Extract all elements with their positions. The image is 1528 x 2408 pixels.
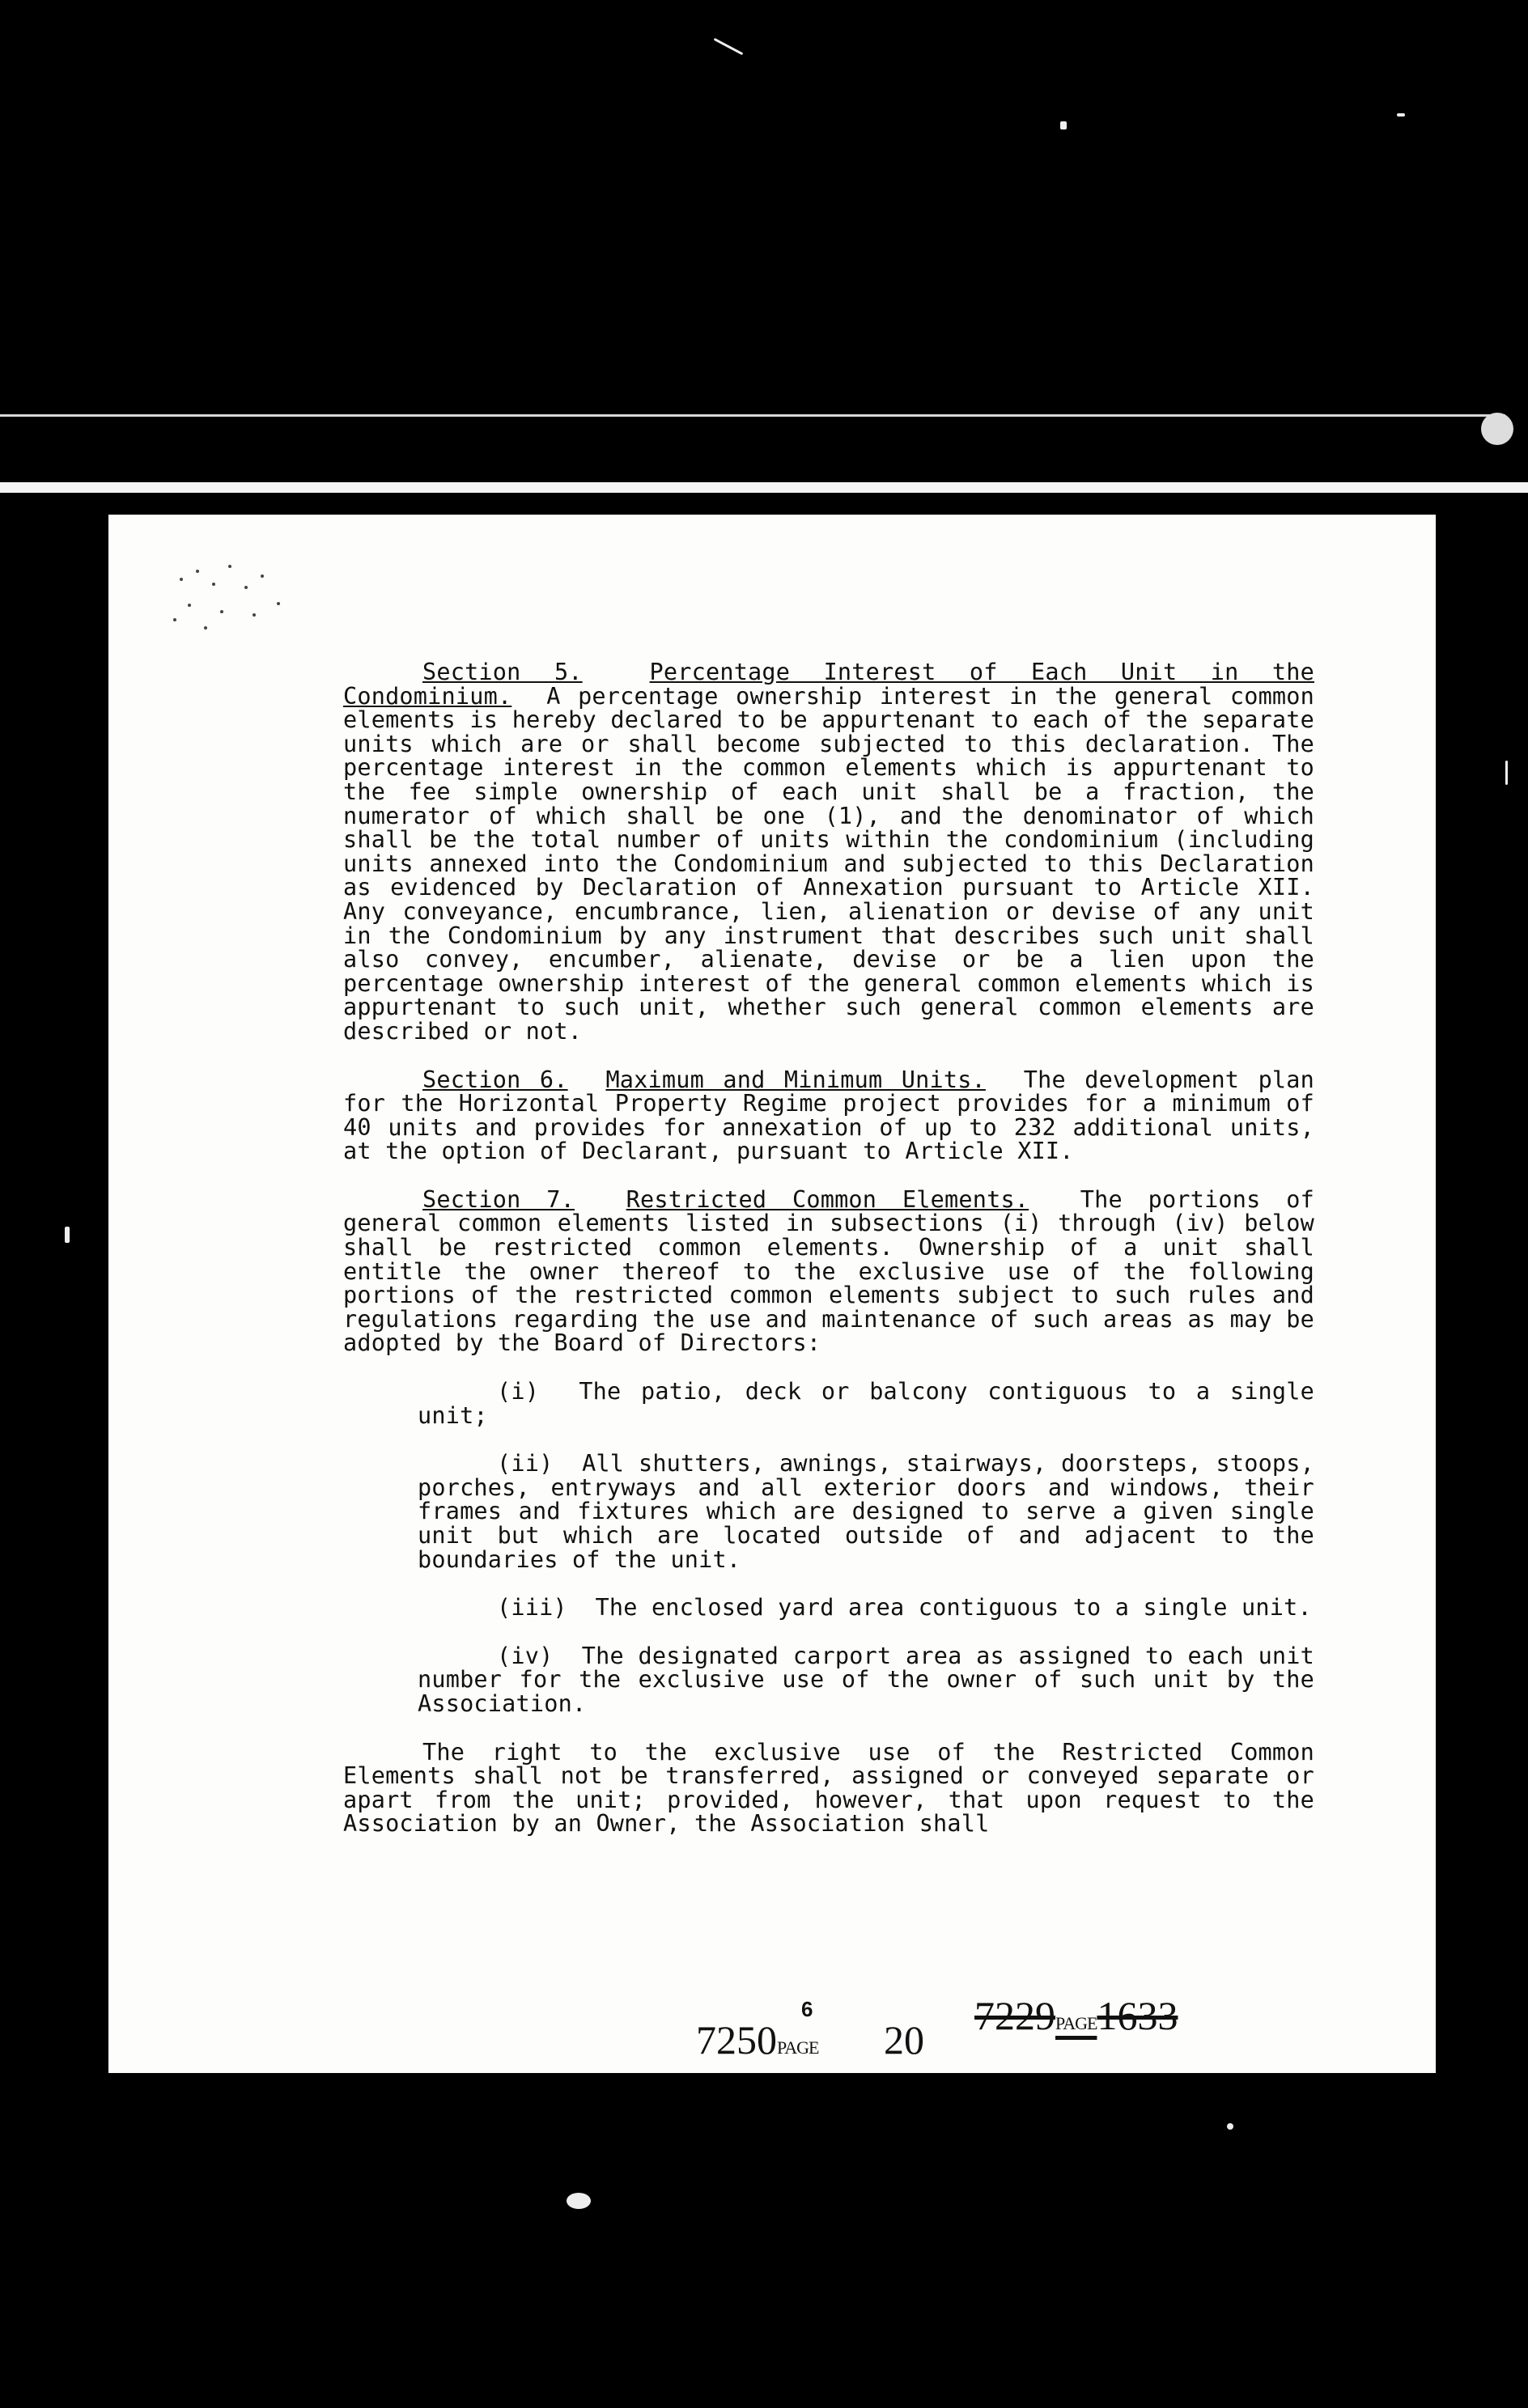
scan-speck [65,1227,70,1243]
section-5 [343,660,1314,1044]
scan-speck [1397,113,1405,117]
closing-text: The right to the exclusive use of the Restricted Common Elements shall not be transferred, assigned or conveyed separate or apart from the unit; provided, however, that upon request to the Association by an Owner, the Association shall [343,1738,1314,1838]
section-7-closing [343,1740,1314,1836]
document-page [108,515,1436,2073]
document-body [343,660,1314,1860]
scan-artifact-line [0,414,1505,417]
subsection-ii [418,1452,1314,1571]
subsection-iv [418,1644,1314,1716]
scan-speck [1060,121,1067,129]
page-stamp-number: 20 [884,2017,924,2062]
section-5-title: Percentage Interest of Each Unit in the Condominium. [343,659,1314,710]
book-page-stamp [696,2016,818,2063]
section-7 [343,1185,1315,1357]
page-number: 6 [801,1997,813,2021]
section-5-text: A percentage ownership interest in the general common elements is hereby declared to be appurtenant to each of the separate units which are or shall become subjected to this declaration. The percentage interest in the common elements which is appurtenant to the fee simple ownership of each unit shall be a fraction, the numerator of which shall be one (1), and the denominator of which shall be the total number of units within the condominium (including units annexed into the Condominium and subjected to this Declaration as evidenced by Declaration of Annexation pursuant to Article XII. Any conveyance, encumbrance, lien, alienation or devise of any unit in the Condominium by any instrument that describes such unit shall also convey, encumber, alienate, devise or be a lien upon the percentage ownership interest of the general common elements which is appurtenant to such unit, whether such general common elements are described or not. [343,682,1315,1045]
previous-page-number: 1633 [1097,1993,1178,2038]
scan-speck [1505,761,1508,785]
section-6 [343,1068,1314,1164]
section-6-number: Section 6. [422,1066,568,1093]
previous-book-number: 7229 [974,1993,1055,2038]
subsection-label: (iv) [497,1642,554,1669]
subsection-label: (i) [497,1378,540,1405]
page-footer [108,1992,1436,2065]
section-5-number: Section 5. [422,659,583,685]
scan-speck [714,38,744,55]
section-7-number: Section 7. [422,1185,575,1213]
section-6-title: Maximum and Minimum Units. [605,1066,986,1093]
page-label: PAGE [777,2037,819,2058]
subsection-label: (ii) [497,1450,554,1477]
scan-speck [567,2193,591,2209]
scan-artifact-band [0,482,1528,493]
book-number: 7250 [696,2017,777,2062]
section-6-text: The development plan for the Horizontal Property Regime project provides for a minimum of 40 units and provides for annexation of up to 232 additional units, at the option of Declarant, pursuant to Article XII. [343,1066,1314,1165]
subsection-text: The patio, deck or balcony contiguous to a single unit; [418,1378,1314,1429]
subsection-label: (iii) [497,1594,567,1622]
superseded-stamp [974,1992,1178,2039]
stamp-dots-mark [165,555,295,636]
scan-speck [1481,413,1513,445]
subsection-i [418,1380,1314,1427]
subsection-iii [418,1596,1314,1620]
scan-speck [1227,2123,1233,2130]
previous-page-label: PAGE [1055,2013,1097,2033]
subsection-text: All shutters, awnings, stairways, doorsteps, stoops, porches, entryways and all exterior doors and windows, their frames and fixtures which are designed to serve a given single unit but which are located outside of and adjacent to the boundaries of the unit. [418,1450,1315,1573]
section-7-text: The portions of general common elements listed in subsections (i) through (iv) below shall be restricted common elements. Ownership of a unit shall entitle the owner thereof to the exclusive use of the following portions of the restricted common elements subject to such rules and regulations regarding the use and maintenance of such areas as may be adopted by the Board of Directors: [343,1185,1315,1357]
subsection-text: The designated carport area as assigned to each unit number for the exclusive use of the owner of such unit by the Association. [418,1642,1314,1717]
section-7-title: Restricted Common Elements. [626,1185,1029,1213]
subsection-text: The enclosed yard area contiguous to a single unit. [595,1594,1312,1622]
